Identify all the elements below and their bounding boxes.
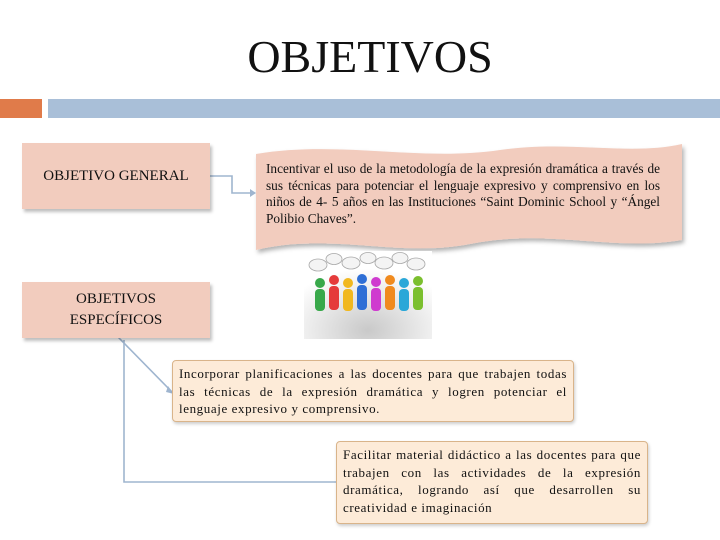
connector-specific-1 [118, 337, 172, 392]
connector-general [210, 176, 250, 193]
slide-title: OBJETIVOS [247, 31, 493, 82]
general-objective-label [22, 143, 210, 209]
specific-objectives-label-line2: ESPECÍFICOS [69, 312, 163, 328]
general-objective-label-text: OBJETIVO GENERAL [43, 167, 189, 184]
specific-objectives-label [22, 282, 210, 338]
specific-objectives-label-line1: OBJETIVOS [75, 291, 156, 307]
specific-objective-2: Facilitar material didáctico a las docentes para que trabajen con las actividades de la expresión dramática, logrando así que desarrollen su creatividad e imaginación [336, 441, 648, 524]
general-objective-text: Incentivar el uso de la metodología de la expresión dramática a través de sus técnicas para potenciar el lenguaje expresivo y comprensivo en los niños de 4- 5 años en las Instituciones “Saint Dominic School y “Ángel Polibio Chaves”. [266, 161, 660, 226]
people-speech-bubbles-image [304, 251, 432, 339]
specific-objective-1: Incorporar planificaciones a las docentes para que trabajen todas las técnicas de la expresión dramática y logren potenciar el lenguaje expresivo y comprensivo. [172, 360, 574, 422]
